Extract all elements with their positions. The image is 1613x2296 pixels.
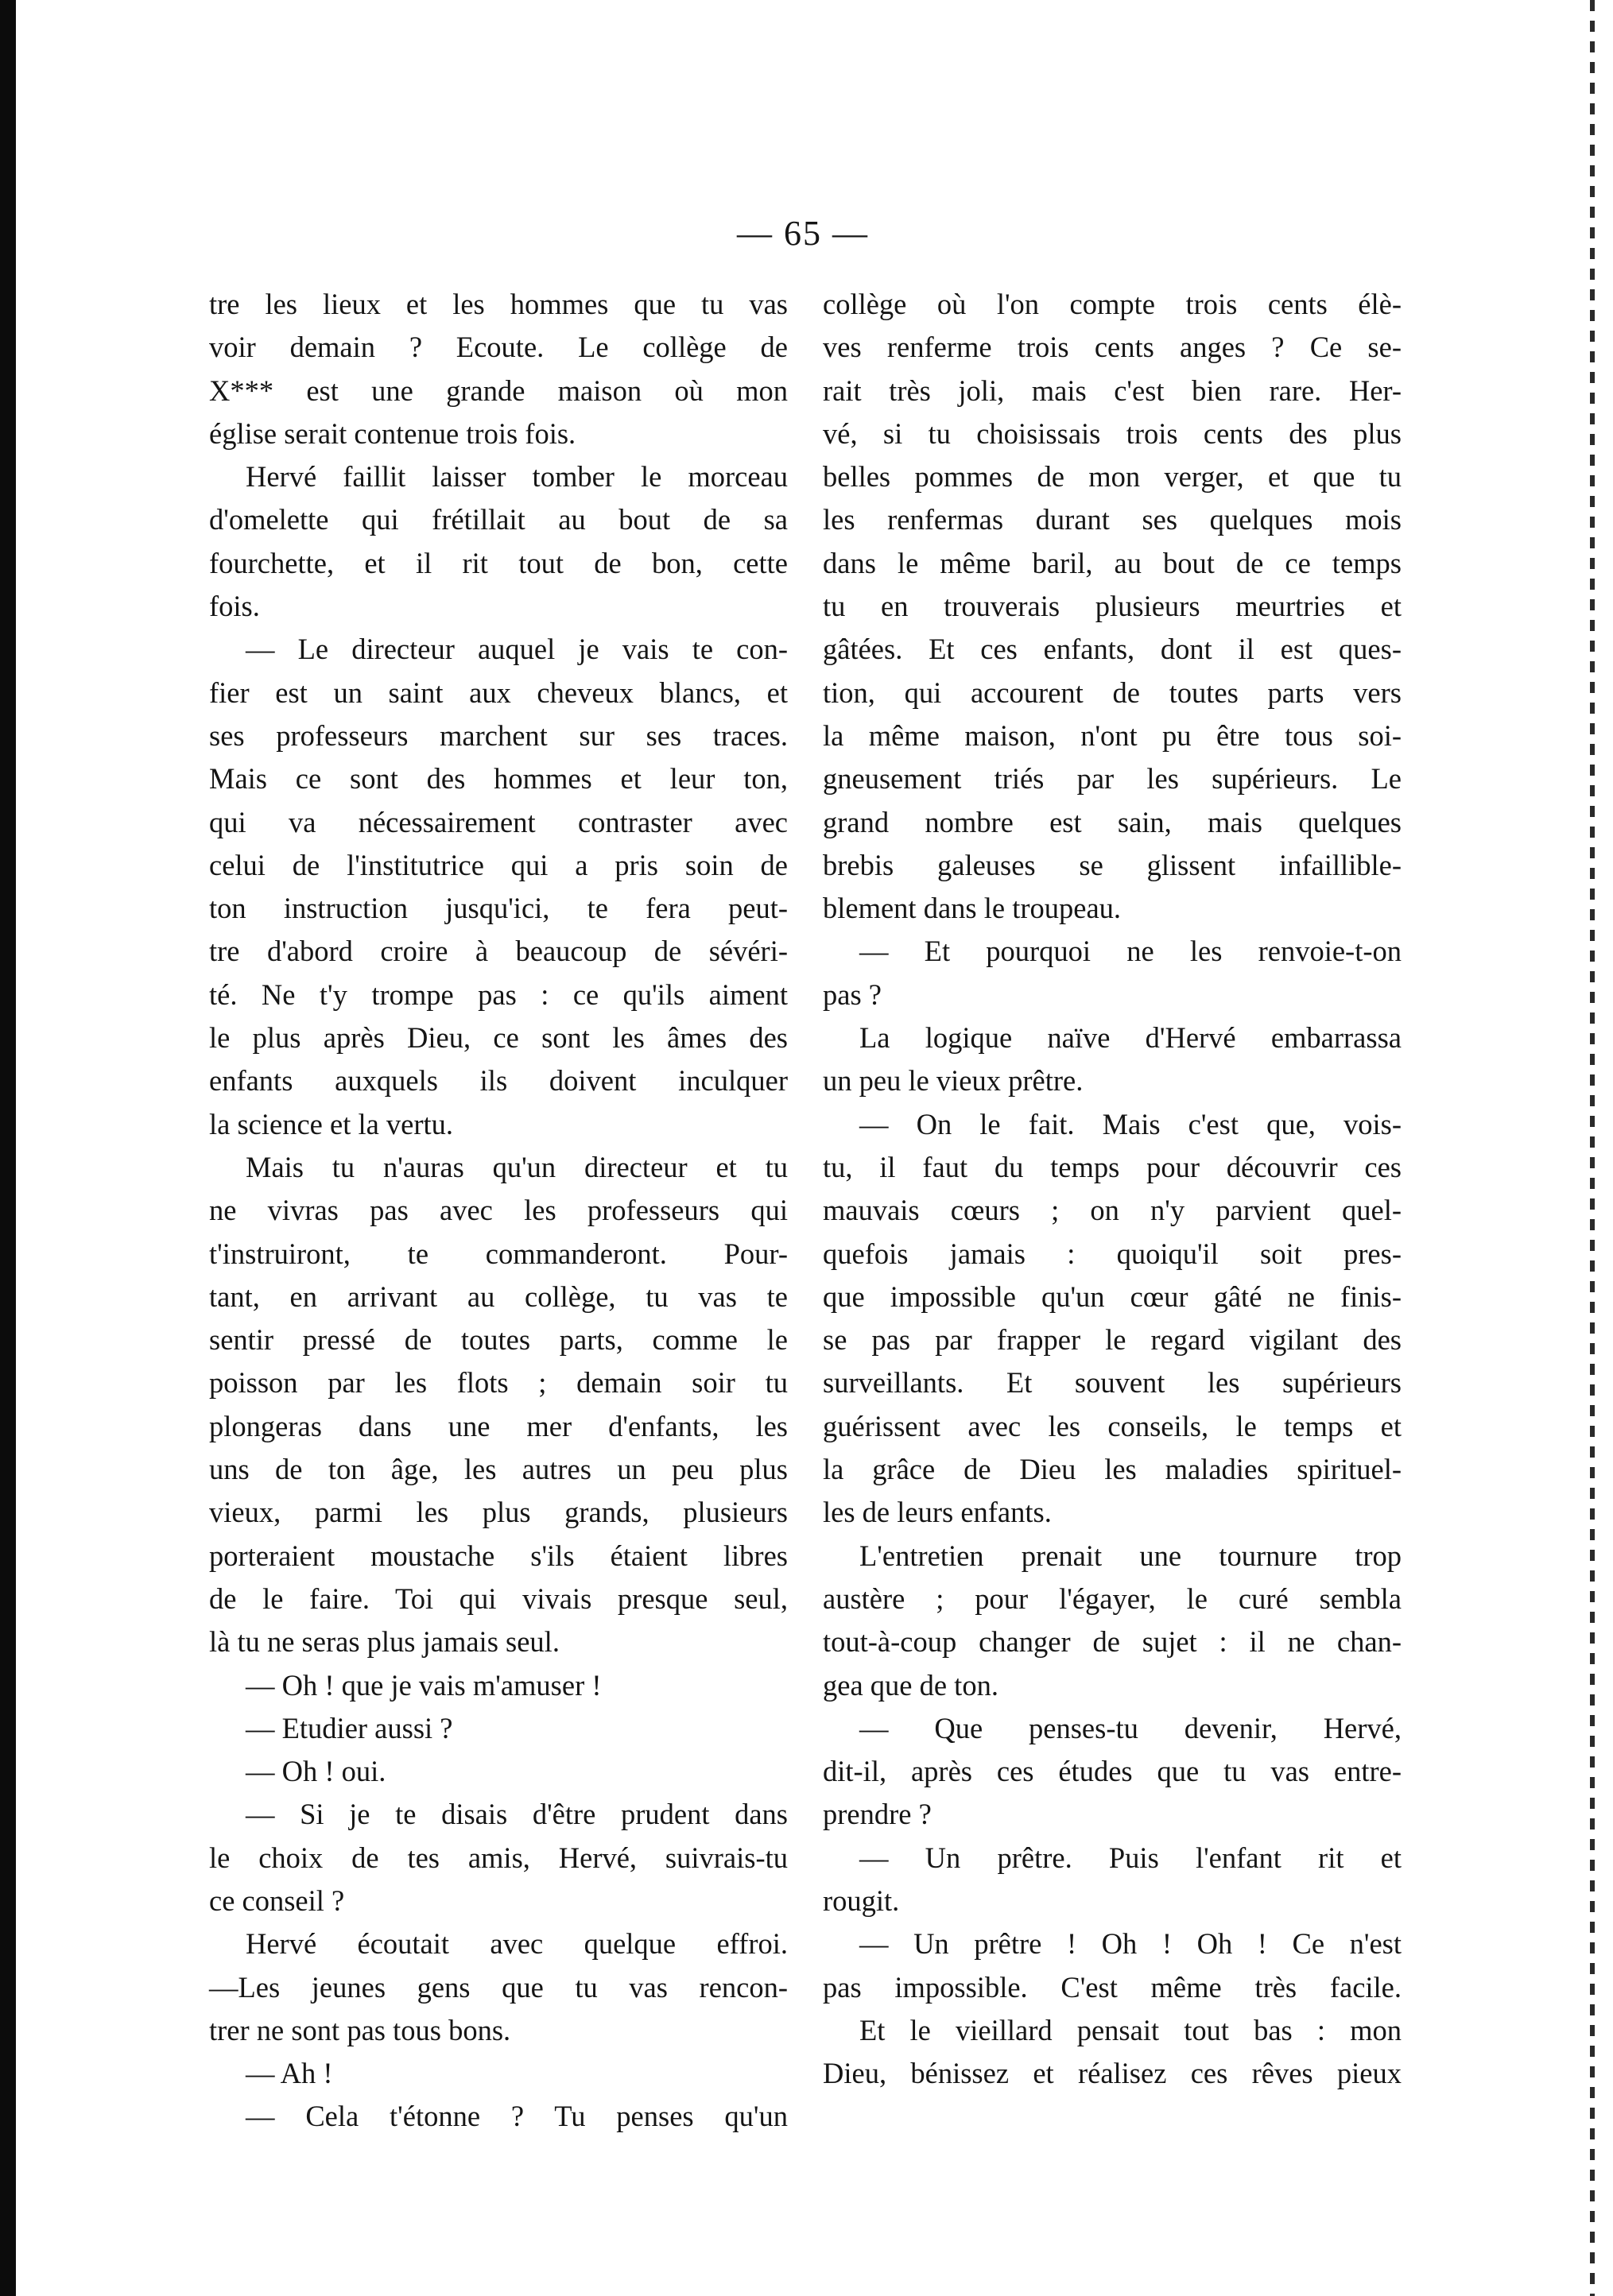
text-line: surveillants. Et souvent les supérieurs [823,1366,1402,1400]
text-line: tout-à-coup changer de sujet : il ne chan- [823,1625,1402,1659]
text-line: uns de ton âge, les autres un peu plus [209,1453,788,1486]
text-line: porteraient moustache s'ils étaient libres [209,1539,788,1572]
text-line: tre d'abord croire à beaucoup de sévéri- [209,935,788,968]
text-line: la science et la vertu. [209,1107,454,1140]
text-line: Et le vieillard pensait tout bas : mon [859,2013,1402,2046]
text-line: que impossible qu'un cœur gâté ne finis- [823,1280,1402,1313]
text-line: quefois jamais : quoiqu'il soit pres- [823,1237,1402,1270]
text-line: Mais ce sont des hommes et leur ton, [209,762,788,796]
text-line: vé, si tu choisissais trois cents des plus [823,416,1402,450]
text-line: fourchette, et il rit tout de bon, cette [209,546,788,579]
text-line: sentir pressé de toutes parts, comme le [209,1323,788,1357]
text-line: ses professeurs marchent sur ses traces. [209,718,788,752]
text-line: fier est un saint aux cheveux blancs, et [209,676,788,709]
text-line: t'instruiront, te commanderont. Pour- [209,1237,788,1270]
text-line: tu, il faut du temps pour découvrir ces [823,1150,1402,1183]
text-line: té. Ne t'y trompe pas : ce qu'ils aiment [209,978,788,1011]
text-line: la grâce de Dieu les maladies spirituel- [823,1453,1402,1486]
text-line: poisson par les flots ; demain soir tu [209,1366,788,1400]
text-line: ne vivras pas avec les professeurs qui [209,1194,788,1227]
text-line: — Un prêtre. Puis l'enfant rit et [859,1841,1402,1874]
text-line: — Et pourquoi ne les renvoie-t-on [859,935,1402,968]
text-line: —Les jeunes gens que tu vas rencon- [209,1970,788,2004]
text-line: — On le fait. Mais c'est que, vois- [859,1107,1402,1140]
text-line: trer ne sont pas tous bons. [209,2013,511,2046]
scan-left-edge [0,0,16,2296]
text-line: dit-il, après ces études que tu vas entre- [823,1755,1402,1788]
text-line: église serait contenue trois fois. [209,416,576,450]
text-line: Dieu, bénissez et réalisez ces rêves pieux [823,2057,1402,2090]
text-line: Hervé écoutait avec quelque effroi. [246,1927,788,1961]
text-line: qui va nécessairement contraster avec [209,805,788,838]
text-line: blement dans le troupeau. [823,892,1122,925]
text-line: — Etudier aussi ? [246,1711,453,1744]
text-line: L'entretien prenait une tournure trop [859,1539,1402,1572]
text-line: les renfermas durant ses quelques mois [823,503,1402,536]
text-line: ves renferme trois cents anges ? Ce se- [823,331,1402,364]
text-line: un peu le vieux prêtre. [823,1064,1084,1098]
text-line: pas impossible. C'est même très facile. [823,1970,1402,2004]
text-line: gneusement triés par les supérieurs. Le [823,762,1402,796]
text-line: pas ? [823,978,882,1011]
scan-right-edge [1590,0,1595,2296]
text-line: grand nombre est sain, mais quelques [823,805,1402,838]
text-line: de le faire. Toi qui vivais presque seul, [209,1582,788,1615]
text-line: dans le même baril, au bout de ce temps [823,546,1402,579]
text-line: — Oh ! oui. [246,1755,386,1788]
text-line: tant, en arrivant au collège, tu vas te [209,1280,788,1313]
text-line: tu en trouverais plusieurs meurtries et [823,590,1402,623]
text-line: guérissent avec les conseils, le temps et [823,1409,1402,1442]
text-line: La logique naïve d'Hervé embarrassa [859,1021,1402,1055]
text-line: X*** est une grande maison où mon [209,374,788,407]
text-line: prendre ? [823,1798,932,1831]
text-line: — Oh ! que je vais m'amuser ! [246,1668,602,1702]
text-line: collège où l'on compte trois cents élè- [823,288,1402,320]
text-line: la même maison, n'ont pu être tous soi- [823,718,1402,752]
text-line: — Que penses-tu devenir, Hervé, [859,1711,1402,1744]
text-line: austère ; pour l'égayer, le curé sembla [823,1582,1402,1615]
text-line: rougit. [823,1884,900,1917]
text-line: celui de l'institutrice qui a pris soin de [209,848,788,881]
text-line: — Si je te disais d'être prudent dans [246,1798,788,1831]
text-line: vieux, parmi les plus grands, plusieurs [209,1496,788,1529]
page-number: — 65 — [737,214,869,253]
text-line: ton instruction jusqu'ici, te fera peut- [209,892,788,925]
text-line: belles pommes de mon verger, et que tu [823,460,1402,494]
left-text-column [209,283,788,2139]
text-line: fois. [209,590,260,623]
text-line: — Un prêtre ! Oh ! Oh ! Ce n'est [859,1927,1402,1961]
text-line: — Le directeur auquel je vais te con- [246,633,788,666]
text-line: — Ah ! [246,2057,333,2090]
text-line: gâtées. Et ces enfants, dont il est ques- [823,633,1402,666]
text-line: gea que de ton. [823,1668,998,1702]
text-line: brebis galeuses se glissent infaillible- [823,848,1402,881]
text-line: se pas par frapper le regard vigilant des [823,1323,1402,1357]
text-line: plongeras dans une mer d'enfants, les [209,1409,788,1442]
text-line: mauvais cœurs ; on n'y parvient quel- [823,1194,1402,1227]
text-line: voir demain ? Ecoute. Le collège de [209,331,788,364]
text-line: enfants auxquels ils doivent inculquer [209,1064,788,1098]
text-line: les de leurs enfants. [823,1496,1052,1529]
text-line: Mais tu n'auras qu'un directeur et tu [246,1150,788,1183]
right-text-column [823,283,1402,2095]
text-line: le choix de tes amis, Hervé, suivrais-tu [209,1841,788,1874]
text-line: rait très joli, mais c'est bien rare. Her- [823,374,1402,407]
text-line: le plus après Dieu, ce sont les âmes des [209,1021,788,1055]
text-line: tion, qui accourent de toutes parts vers [823,676,1402,709]
text-line: tre les lieux et les hommes que tu vas [209,288,788,320]
text-line: ce conseil ? [209,1884,345,1917]
text-line: Hervé faillit laisser tomber le morceau [246,460,788,494]
text-line: — Cela t'étonne ? Tu penses qu'un [246,2100,788,2133]
text-line: d'omelette qui frétillait au bout de sa [209,503,788,536]
text-line: là tu ne seras plus jamais seul. [209,1625,560,1659]
